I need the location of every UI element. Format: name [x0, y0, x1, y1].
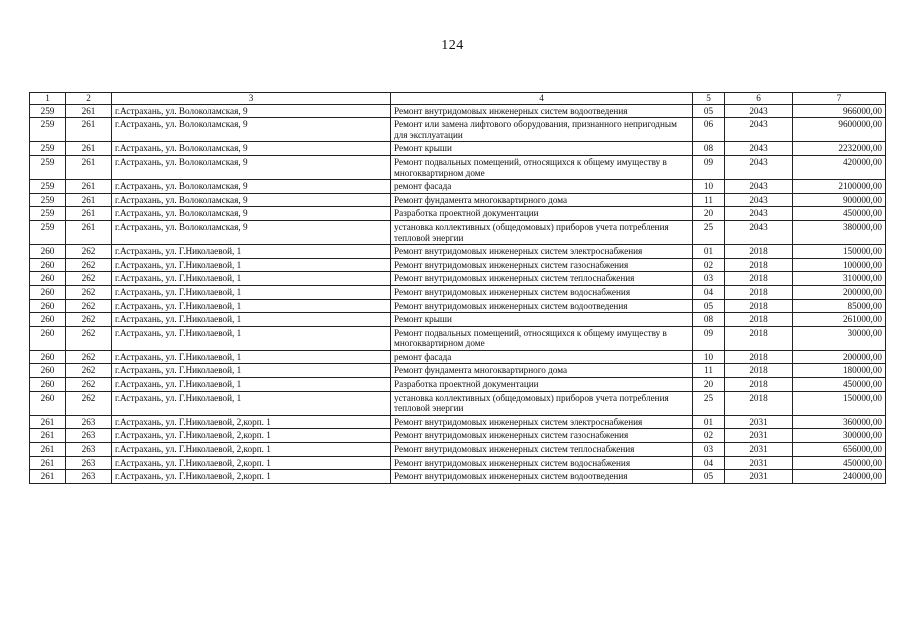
cost-cell: 200000,00 [793, 285, 886, 299]
work-type-cell: Ремонт внутридомовых инженерных систем газоснабжения [391, 258, 693, 272]
work-code-cell: 02 [693, 429, 725, 443]
year-cell: 2043 [725, 193, 793, 207]
address-cell: г.Астрахань, ул. Волоколамская, 9 [112, 104, 391, 118]
table-row [30, 207, 886, 221]
work-type-cell: Ремонт фундамента многоквартирного дома [391, 364, 693, 378]
address-cell: г.Астрахань, ул. Г.Николаевой, 2,корп. 1 [112, 456, 391, 470]
column-header: 4 [391, 93, 693, 105]
row-number-cell: 260 [30, 299, 66, 313]
cost-cell: 240000,00 [793, 470, 886, 484]
works-table [29, 92, 886, 484]
address-cell: г.Астрахань, ул. Г.Николаевой, 1 [112, 350, 391, 364]
work-type-cell: ремонт фасада [391, 350, 693, 364]
row-number-cell: 259 [30, 193, 66, 207]
address-cell: г.Астрахань, ул. Г.Николаевой, 1 [112, 299, 391, 313]
cost-cell: 450000,00 [793, 207, 886, 221]
work-code-cell: 05 [693, 299, 725, 313]
year-cell: 2031 [725, 429, 793, 443]
address-cell: г.Астрахань, ул. Г.Николаевой, 1 [112, 258, 391, 272]
column-header: 5 [693, 93, 725, 105]
year-cell: 2018 [725, 245, 793, 259]
year-cell: 2018 [725, 313, 793, 327]
work-code-cell: 05 [693, 470, 725, 484]
year-cell: 2018 [725, 285, 793, 299]
house-id-cell: 263 [66, 470, 112, 484]
cost-cell: 2100000,00 [793, 180, 886, 194]
cost-cell: 180000,00 [793, 364, 886, 378]
address-cell: г.Астрахань, ул. Г.Николаевой, 1 [112, 245, 391, 259]
work-code-cell: 20 [693, 378, 725, 392]
table-row [30, 285, 886, 299]
address-cell: г.Астрахань, ул. Г.Николаевой, 1 [112, 326, 391, 350]
house-id-cell: 261 [66, 155, 112, 179]
house-id-cell: 261 [66, 193, 112, 207]
work-type-cell: Ремонт внутридомовых инженерных систем газоснабжения [391, 429, 693, 443]
cost-cell: 150000,00 [793, 391, 886, 415]
work-type-cell: установка коллективных (общедомовых) приборов учета потребления тепловой энергии [391, 391, 693, 415]
column-header: 6 [725, 93, 793, 105]
row-number-cell: 259 [30, 155, 66, 179]
house-id-cell: 263 [66, 415, 112, 429]
address-cell: г.Астрахань, ул. Г.Николаевой, 1 [112, 272, 391, 286]
house-id-cell: 262 [66, 326, 112, 350]
table-row [30, 155, 886, 179]
year-cell: 2031 [725, 443, 793, 457]
house-id-cell: 263 [66, 456, 112, 470]
house-id-cell: 261 [66, 118, 112, 142]
table-row [30, 326, 886, 350]
table-row [30, 299, 886, 313]
cost-cell: 300000,00 [793, 429, 886, 443]
year-cell: 2031 [725, 456, 793, 470]
header-row [30, 93, 886, 105]
work-type-cell: ремонт фасада [391, 180, 693, 194]
year-cell: 2018 [725, 272, 793, 286]
row-number-cell: 260 [30, 378, 66, 392]
work-type-cell: Ремонт внутридомовых инженерных систем электроснабжения [391, 245, 693, 259]
cost-cell: 380000,00 [793, 220, 886, 244]
work-code-cell: 03 [693, 272, 725, 286]
cost-cell: 656000,00 [793, 443, 886, 457]
work-type-cell: Ремонт внутридомовых инженерных систем водоснабжения [391, 456, 693, 470]
table-row [30, 429, 886, 443]
table-row [30, 415, 886, 429]
house-id-cell: 262 [66, 364, 112, 378]
year-cell: 2018 [725, 326, 793, 350]
row-number-cell: 261 [30, 429, 66, 443]
work-code-cell: 11 [693, 364, 725, 378]
cost-cell: 450000,00 [793, 378, 886, 392]
work-code-cell: 08 [693, 142, 725, 156]
year-cell: 2018 [725, 378, 793, 392]
row-number-cell: 261 [30, 456, 66, 470]
work-code-cell: 02 [693, 258, 725, 272]
cost-cell: 900000,00 [793, 193, 886, 207]
year-cell: 2031 [725, 470, 793, 484]
row-number-cell: 260 [30, 245, 66, 259]
table-row [30, 142, 886, 156]
house-id-cell: 262 [66, 258, 112, 272]
house-id-cell: 262 [66, 350, 112, 364]
work-type-cell: Ремонт крыши [391, 142, 693, 156]
cost-cell: 966000,00 [793, 104, 886, 118]
work-code-cell: 01 [693, 415, 725, 429]
table-row [30, 350, 886, 364]
row-number-cell: 260 [30, 364, 66, 378]
work-code-cell: 11 [693, 193, 725, 207]
row-number-cell: 259 [30, 104, 66, 118]
table-row [30, 180, 886, 194]
house-id-cell: 261 [66, 207, 112, 221]
house-id-cell: 261 [66, 104, 112, 118]
address-cell: г.Астрахань, ул. Г.Николаевой, 1 [112, 378, 391, 392]
work-type-cell: Разработка проектной документации [391, 378, 693, 392]
house-id-cell: 262 [66, 313, 112, 327]
row-number-cell: 260 [30, 391, 66, 415]
year-cell: 2043 [725, 207, 793, 221]
house-id-cell: 262 [66, 272, 112, 286]
house-id-cell: 262 [66, 285, 112, 299]
row-number-cell: 261 [30, 415, 66, 429]
row-number-cell: 259 [30, 220, 66, 244]
address-cell: г.Астрахань, ул. Г.Николаевой, 1 [112, 391, 391, 415]
work-code-cell: 09 [693, 326, 725, 350]
year-cell: 2043 [725, 104, 793, 118]
cost-cell: 310000,00 [793, 272, 886, 286]
address-cell: г.Астрахань, ул. Г.Николаевой, 2,корп. 1 [112, 429, 391, 443]
work-type-cell: Ремонт внутридомовых инженерных систем водоснабжения [391, 285, 693, 299]
row-number-cell: 261 [30, 470, 66, 484]
cost-cell: 30000,00 [793, 326, 886, 350]
row-number-cell: 259 [30, 142, 66, 156]
cost-cell: 420000,00 [793, 155, 886, 179]
address-cell: г.Астрахань, ул. Волоколамская, 9 [112, 220, 391, 244]
address-cell: г.Астрахань, ул. Г.Николаевой, 2,корп. 1 [112, 443, 391, 457]
work-code-cell: 06 [693, 118, 725, 142]
row-number-cell: 260 [30, 313, 66, 327]
address-cell: г.Астрахань, ул. Волоколамская, 9 [112, 142, 391, 156]
house-id-cell: 262 [66, 245, 112, 259]
table-row [30, 391, 886, 415]
table-row [30, 364, 886, 378]
work-code-cell: 10 [693, 350, 725, 364]
year-cell: 2043 [725, 142, 793, 156]
work-type-cell: Ремонт внутридомовых инженерных систем теплоснабжения [391, 443, 693, 457]
year-cell: 2018 [725, 350, 793, 364]
table-row [30, 193, 886, 207]
column-header: 3 [112, 93, 391, 105]
house-id-cell: 262 [66, 378, 112, 392]
house-id-cell: 263 [66, 429, 112, 443]
cost-cell: 2232000,00 [793, 142, 886, 156]
cost-cell: 9600000,00 [793, 118, 886, 142]
table-row [30, 245, 886, 259]
cost-cell: 150000,00 [793, 245, 886, 259]
work-type-cell: Разработка проектной документации [391, 207, 693, 221]
cost-cell: 200000,00 [793, 350, 886, 364]
table-row [30, 470, 886, 484]
table-row [30, 258, 886, 272]
address-cell: г.Астрахань, ул. Г.Николаевой, 2,корп. 1 [112, 415, 391, 429]
work-code-cell: 09 [693, 155, 725, 179]
work-type-cell: Ремонт внутридомовых инженерных систем водоотведения [391, 104, 693, 118]
cost-cell: 85000,00 [793, 299, 886, 313]
work-code-cell: 10 [693, 180, 725, 194]
table-row [30, 443, 886, 457]
table-row [30, 220, 886, 244]
cost-cell: 100000,00 [793, 258, 886, 272]
work-type-cell: Ремонт подвальных помещений, относящихся к общему имуществу в многоквартирном доме [391, 155, 693, 179]
table-row [30, 118, 886, 142]
column-header: 7 [793, 93, 886, 105]
column-header: 1 [30, 93, 66, 105]
row-number-cell: 260 [30, 285, 66, 299]
work-type-cell: Ремонт или замена лифтового оборудования, признанного непригодным для эксплуатации [391, 118, 693, 142]
year-cell: 2018 [725, 299, 793, 313]
work-code-cell: 20 [693, 207, 725, 221]
address-cell: г.Астрахань, ул. Г.Николаевой, 2,корп. 1 [112, 470, 391, 484]
year-cell: 2043 [725, 180, 793, 194]
row-number-cell: 259 [30, 180, 66, 194]
work-type-cell: Ремонт внутридомовых инженерных систем водоотведения [391, 299, 693, 313]
cost-cell: 360000,00 [793, 415, 886, 429]
house-id-cell: 261 [66, 142, 112, 156]
cost-cell: 450000,00 [793, 456, 886, 470]
work-code-cell: 05 [693, 104, 725, 118]
work-type-cell: Ремонт внутридомовых инженерных систем теплоснабжения [391, 272, 693, 286]
table-row [30, 456, 886, 470]
work-code-cell: 03 [693, 443, 725, 457]
year-cell: 2018 [725, 364, 793, 378]
page-number: 124 [441, 38, 464, 53]
table-row [30, 313, 886, 327]
address-cell: г.Астрахань, ул. Г.Николаевой, 1 [112, 364, 391, 378]
address-cell: г.Астрахань, ул. Г.Николаевой, 1 [112, 285, 391, 299]
address-cell: г.Астрахань, ул. Волоколамская, 9 [112, 155, 391, 179]
work-code-cell: 25 [693, 391, 725, 415]
row-number-cell: 260 [30, 258, 66, 272]
work-code-cell: 04 [693, 285, 725, 299]
column-header: 2 [66, 93, 112, 105]
work-code-cell: 25 [693, 220, 725, 244]
table-body [30, 104, 886, 483]
year-cell: 2018 [725, 391, 793, 415]
work-type-cell: Ремонт фундамента многоквартирного дома [391, 193, 693, 207]
row-number-cell: 260 [30, 326, 66, 350]
year-cell: 2031 [725, 415, 793, 429]
work-type-cell: Ремонт крыши [391, 313, 693, 327]
address-cell: г.Астрахань, ул. Волоколамская, 9 [112, 193, 391, 207]
work-code-cell: 08 [693, 313, 725, 327]
year-cell: 2043 [725, 220, 793, 244]
work-type-cell: установка коллективных (общедомовых) приборов учета потребления тепловой энергии [391, 220, 693, 244]
house-id-cell: 261 [66, 180, 112, 194]
table-row [30, 104, 886, 118]
row-number-cell: 261 [30, 443, 66, 457]
address-cell: г.Астрахань, ул. Волоколамская, 9 [112, 118, 391, 142]
year-cell: 2018 [725, 258, 793, 272]
work-code-cell: 04 [693, 456, 725, 470]
address-cell: г.Астрахань, ул. Г.Николаевой, 1 [112, 313, 391, 327]
year-cell: 2043 [725, 118, 793, 142]
work-type-cell: Ремонт внутридомовых инженерных систем водоотведения [391, 470, 693, 484]
row-number-cell: 260 [30, 272, 66, 286]
house-id-cell: 263 [66, 443, 112, 457]
row-number-cell: 260 [30, 350, 66, 364]
house-id-cell: 261 [66, 220, 112, 244]
table-row [30, 272, 886, 286]
row-number-cell: 259 [30, 118, 66, 142]
year-cell: 2043 [725, 155, 793, 179]
house-id-cell: 262 [66, 299, 112, 313]
address-cell: г.Астрахань, ул. Волоколамская, 9 [112, 180, 391, 194]
address-cell: г.Астрахань, ул. Волоколамская, 9 [112, 207, 391, 221]
work-type-cell: Ремонт внутридомовых инженерных систем электроснабжения [391, 415, 693, 429]
house-id-cell: 262 [66, 391, 112, 415]
row-number-cell: 259 [30, 207, 66, 221]
work-code-cell: 01 [693, 245, 725, 259]
work-type-cell: Ремонт подвальных помещений, относящихся к общему имуществу в многоквартирном доме [391, 326, 693, 350]
table-row [30, 378, 886, 392]
cost-cell: 261000,00 [793, 313, 886, 327]
